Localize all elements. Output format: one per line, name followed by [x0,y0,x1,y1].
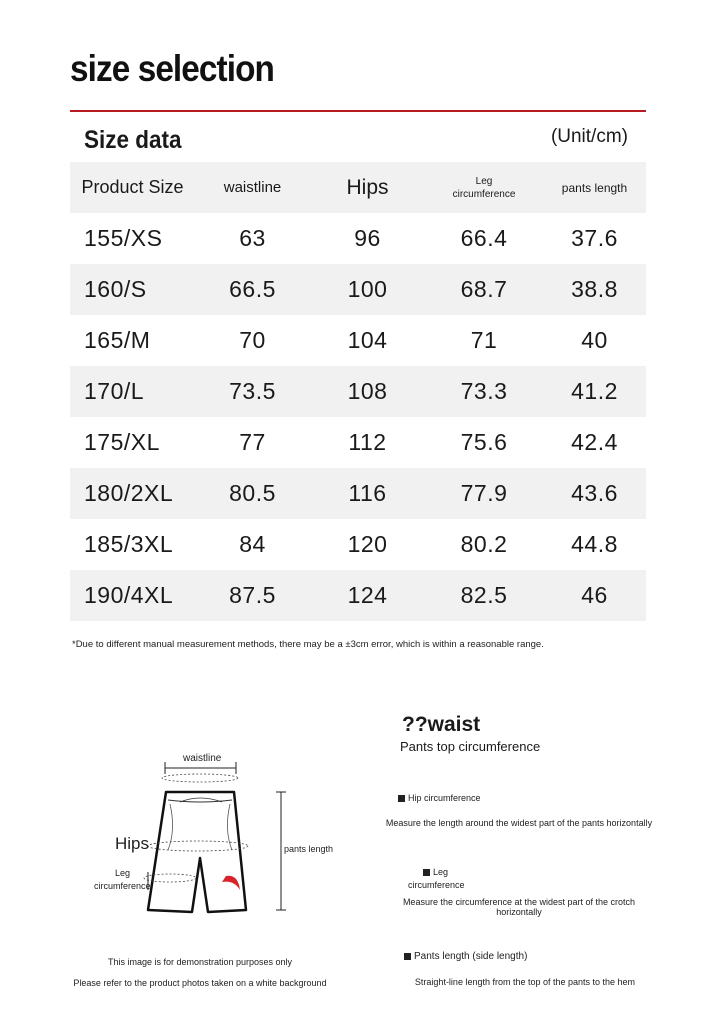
legend-leg-head-text: Leg [433,867,449,877]
page-title: size selection [70,48,274,89]
legend-hip-head-text: Hip circumference [408,793,481,803]
header-hips: Hips [346,175,389,199]
table-row [70,264,646,315]
cell-leg: 75.6 [460,429,508,455]
cell-hips: 104 [347,327,388,353]
shorts-outline [148,792,246,912]
cell-size: 180/2XL [84,480,174,506]
table-header-row [70,162,646,213]
cell-length: 43.6 [571,480,618,506]
table-row [70,417,646,468]
diagram-caption-2: Please refer to the product photos taken on a white background [73,978,327,988]
table-row [70,519,646,570]
cell-length: 42.4 [571,429,618,455]
cell-leg: 71 [470,327,498,353]
cell-waistline: 84 [239,531,266,557]
legend-leg-text: Measure the circumference at the widest part of the crotch horizontally [402,897,636,917]
legend-length-text: Straight-line length from the top of the pants to the hem [414,977,636,987]
table-row [70,213,646,264]
diagram-caption-1: This image is for demonstration purposes only [107,957,293,967]
table-row [70,468,646,519]
cell-hips: 108 [347,378,388,404]
legend-hip-head [398,793,481,803]
cell-length: 38.8 [571,276,618,302]
cell-length: 46 [581,582,608,608]
legend-leg-head [423,867,448,877]
header-leg-line1: Leg [475,175,493,187]
cell-leg: 77.9 [460,480,508,506]
cell-length: 41.2 [571,378,618,404]
cell-length: 40 [581,327,608,353]
legend-subtitle: Pants top circumference [400,739,541,754]
header-leg-line2: circumference [452,188,516,200]
cell-size: 190/4XL [84,582,174,608]
cell-size: 185/3XL [84,531,174,557]
cell-hips: 112 [348,429,387,455]
cell-waistline: 87.5 [229,582,276,608]
table-row [70,366,646,417]
cell-size: 165/M [84,327,151,353]
legend-hip-text: Measure the length around the widest part of the pants horizontally [385,818,653,828]
cell-waistline: 70 [239,327,266,353]
cell-size: 155/XS [84,225,163,251]
section-title: Size data [84,126,182,154]
table-row [70,315,646,366]
cell-waistline: 63 [239,225,266,251]
measurement-footnote: *Due to different manual measurement methods, there may be a ±3cm error, which is within a reasonable range. [72,639,544,650]
cell-leg: 66.4 [460,225,508,251]
legend-title: ??waist [402,713,481,736]
unit-label: (Unit/cm) [550,126,628,147]
diagram-hips-label: Hips [115,834,150,853]
diagram-length-label: pants length [284,844,334,854]
cell-hips: 116 [348,480,387,506]
cell-leg: 82.5 [460,582,508,608]
diagram-leg-label-2: circumference [94,881,151,891]
bullet-icon [398,795,405,802]
bullet-icon [404,953,411,960]
header-leg-circumference [425,162,543,213]
diagram-waistline-label: waistline [183,753,222,764]
legend-length-head [404,951,527,962]
cell-hips: 124 [347,582,388,608]
cell-waistline: 77 [239,429,266,455]
cell-length: 44.8 [571,531,618,557]
cell-waistline: 66.5 [229,276,276,302]
cell-size: 175/XL [84,429,160,455]
cell-leg: 68.7 [460,276,508,302]
shorts-diagram [90,740,340,930]
cell-hips: 100 [347,276,388,302]
cell-hips: 96 [354,225,381,251]
table-row [70,570,646,621]
legend-leg-head-2: circumference [408,880,465,890]
legend-length-head-text: Pants length (side length) [414,951,528,962]
cell-leg: 73.3 [460,378,508,404]
cell-size: 170/L [84,378,145,404]
title-divider [70,110,646,112]
cell-length: 37.6 [571,225,618,251]
table-subheader [70,118,646,162]
bullet-icon [423,869,430,876]
cell-size: 160/S [84,276,147,302]
header-waistline: waistline [223,179,282,196]
header-pants-length: pants length [561,180,628,195]
cell-hips: 120 [347,531,388,557]
header-product-size: Product Size [81,177,184,197]
size-table [70,162,646,621]
cell-waistline: 73.5 [229,378,276,404]
diagram-leg-label-1: Leg [115,868,131,878]
cell-leg: 80.2 [460,531,508,557]
cell-waistline: 80.5 [229,480,276,506]
